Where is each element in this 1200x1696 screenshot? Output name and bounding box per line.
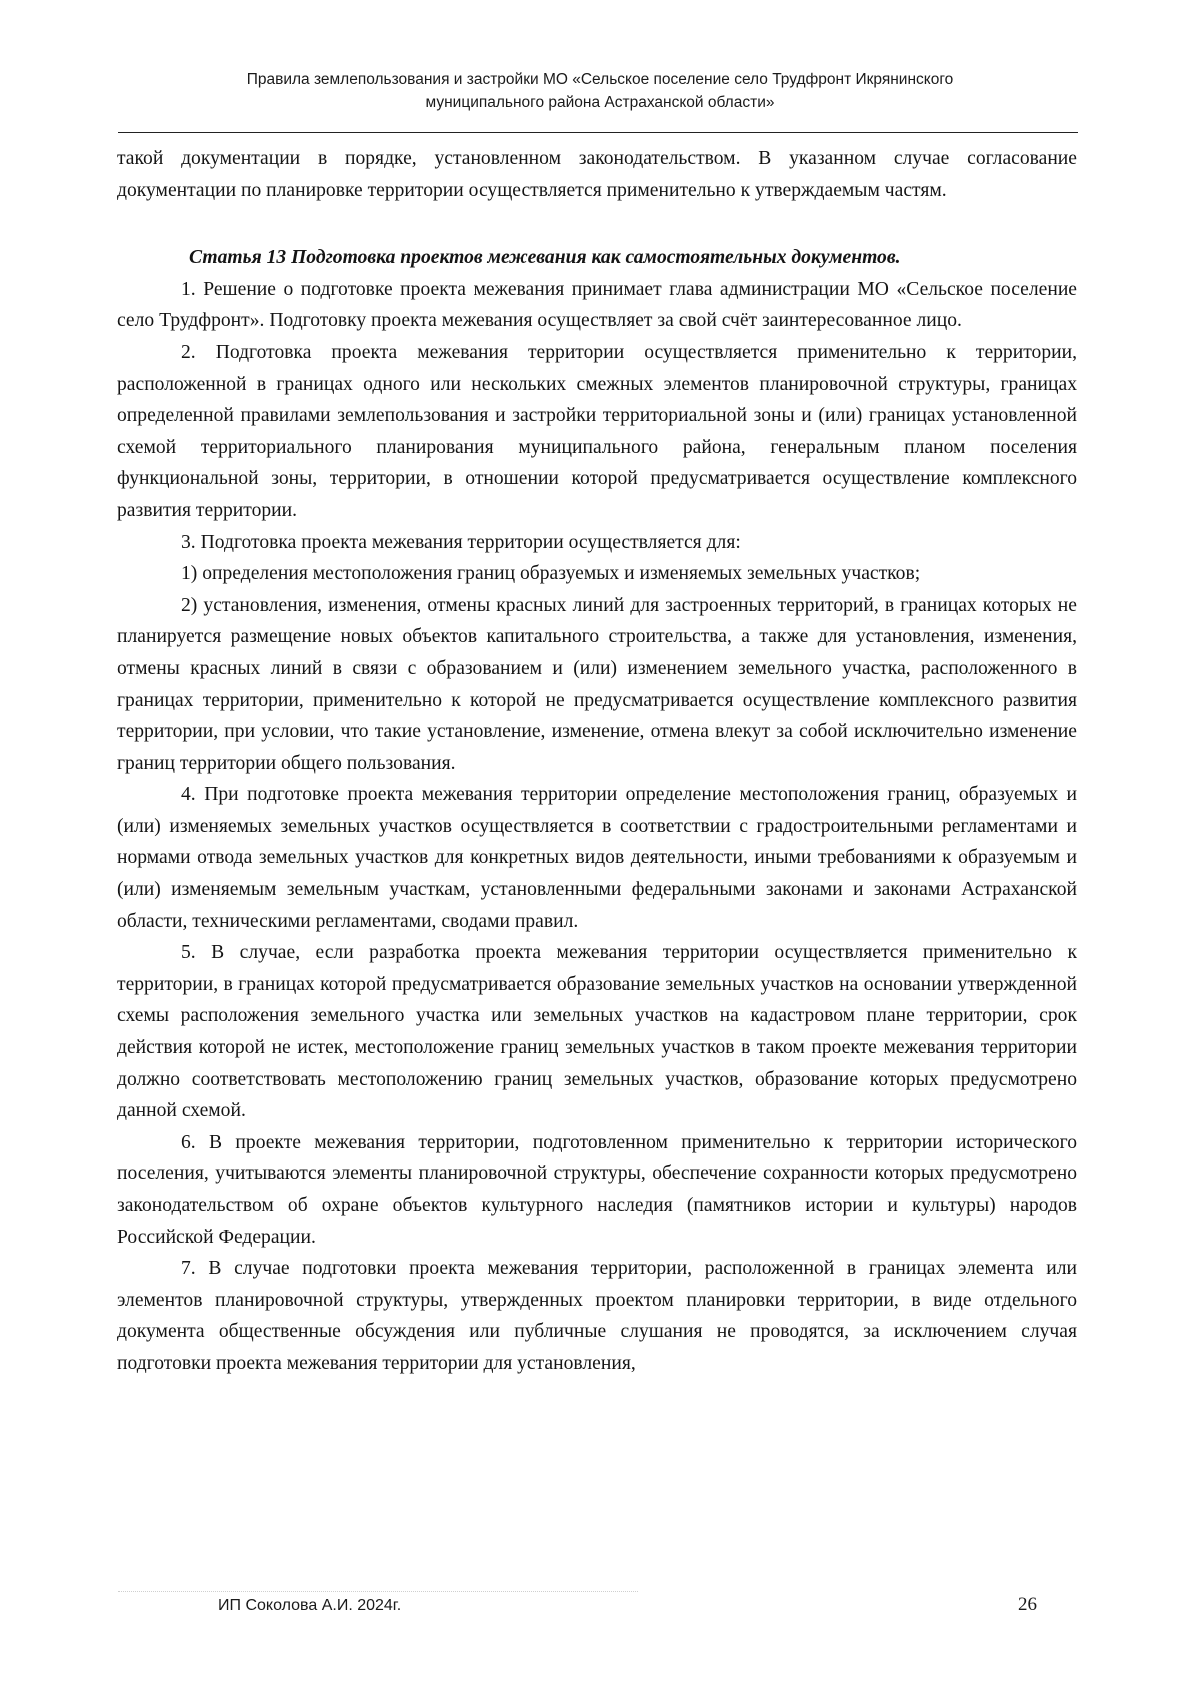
paragraph-1: 1. Решение о подготовке проекта межевания принимает глава администрации МО «Сельское поселение село Трудфронт». Подготовку проекта межевания осуществляет за свой счёт заинтересованное лицо. xyxy=(117,278,1077,332)
paragraph-5: 5. В случае, если разработка проекта межевания территории осуществляется применительно к территории, в границах которой предусматривается образование земельных участков на основании утвержденной схемы расположения земельного участка или земельных участков на кадастровом плане территории, срок действия которой не истек, местоположение границ земельных участков в таком проекте межевания территории должно соответствовать местоположению границ земельных участков, образование которых предусмотрено данной схемой. xyxy=(117,942,1077,1122)
paragraph-4: 4. При подготовке проекта межевания территории определение местоположения границ, образуемых и (или) изменяемых земельных участков осуществляется в соответствии с градостроительными регламентами и нормами отвода земельных участков для конкретных видов деятельности, иными требованиями к образуемым и (или) изменяемым земельным участкам, установленными федеральными законами и законами Астраханской области, техническими регламентами, сводами правил. xyxy=(117,784,1077,932)
footer-author: ИП Соколова А.И. 2024г. xyxy=(218,1597,402,1614)
paragraph-3: 3. Подготовка проекта межевания территории осуществляется для: xyxy=(181,531,741,553)
header-rule xyxy=(118,132,1078,133)
intro-paragraph: такой документации в порядке, установленном законодательством. В указанном случае согласование документации по планировке территории осуществляется применительно к утверждаемым частям. xyxy=(117,148,1077,201)
document-body xyxy=(117,143,1077,1380)
header-line-2: муниципального района Астраханской области» xyxy=(425,94,775,111)
paragraph-7: 7. В случае подготовки проекта межевания территории, расположенной в границах элемента или элементов планировочной структуры, утвержденных проектом планировки территории, в виде отдельного документа общественные обсуждения или публичные слушания не проводятся, за исключением случая подготовки проекта межевания территории для установления, xyxy=(117,1258,1077,1374)
page-header xyxy=(0,68,1200,114)
page-number: 26 xyxy=(1018,1594,1037,1615)
list-item-2: 2) установления, изменения, отмены красных линий для застроенных территорий, в границах которых не планируется размещение новых объектов капитального строительства, а также для установления, изменения, отмены красных линий в связи с образованием и (или) изменением земельного участка, расположенного в границах территории, применительно к которой не предусматривается осуществление комплексного развития территории, при условии, что такие установление, изменение, отмена влекут за собой исключительно изменение границ территории общего пользования. xyxy=(117,594,1077,774)
header-line-1: Правила землепользования и застройки МО «Сельское поселение село Трудфронт Икрянинского xyxy=(246,71,954,88)
footer-divider xyxy=(118,1591,638,1592)
paragraph-6: 6. В проекте межевания территории, подготовленном применительно к территории исторического поселения, учитываются элементы планировочной структуры, обеспечение сохранности которых предусмотрено законодательством об охране объектов культурного наследия (памятников истории и культуры) народов Российской Федерации. xyxy=(117,1131,1077,1248)
list-item-1: 1) определения местоположения границ образуемых и изменяемых земельных участков; xyxy=(181,563,921,585)
paragraph-2: 2. Подготовка проекта межевания территории осуществляется применительно к территории, расположенной в границах одного или нескольких смежных элементов планировочной структуры, границах определенной правилами землепользования и застройки территориальной зоны и (или) границах установленной схемой территориального планирования муниципального района, генеральным планом поселения функциональной зоны, территории, в отношении которой предусматривается осуществление комплексного развития территории. xyxy=(117,341,1077,521)
article-title: Статья 13 Подготовка проектов межевания как самостоятельных документов. xyxy=(189,247,901,269)
